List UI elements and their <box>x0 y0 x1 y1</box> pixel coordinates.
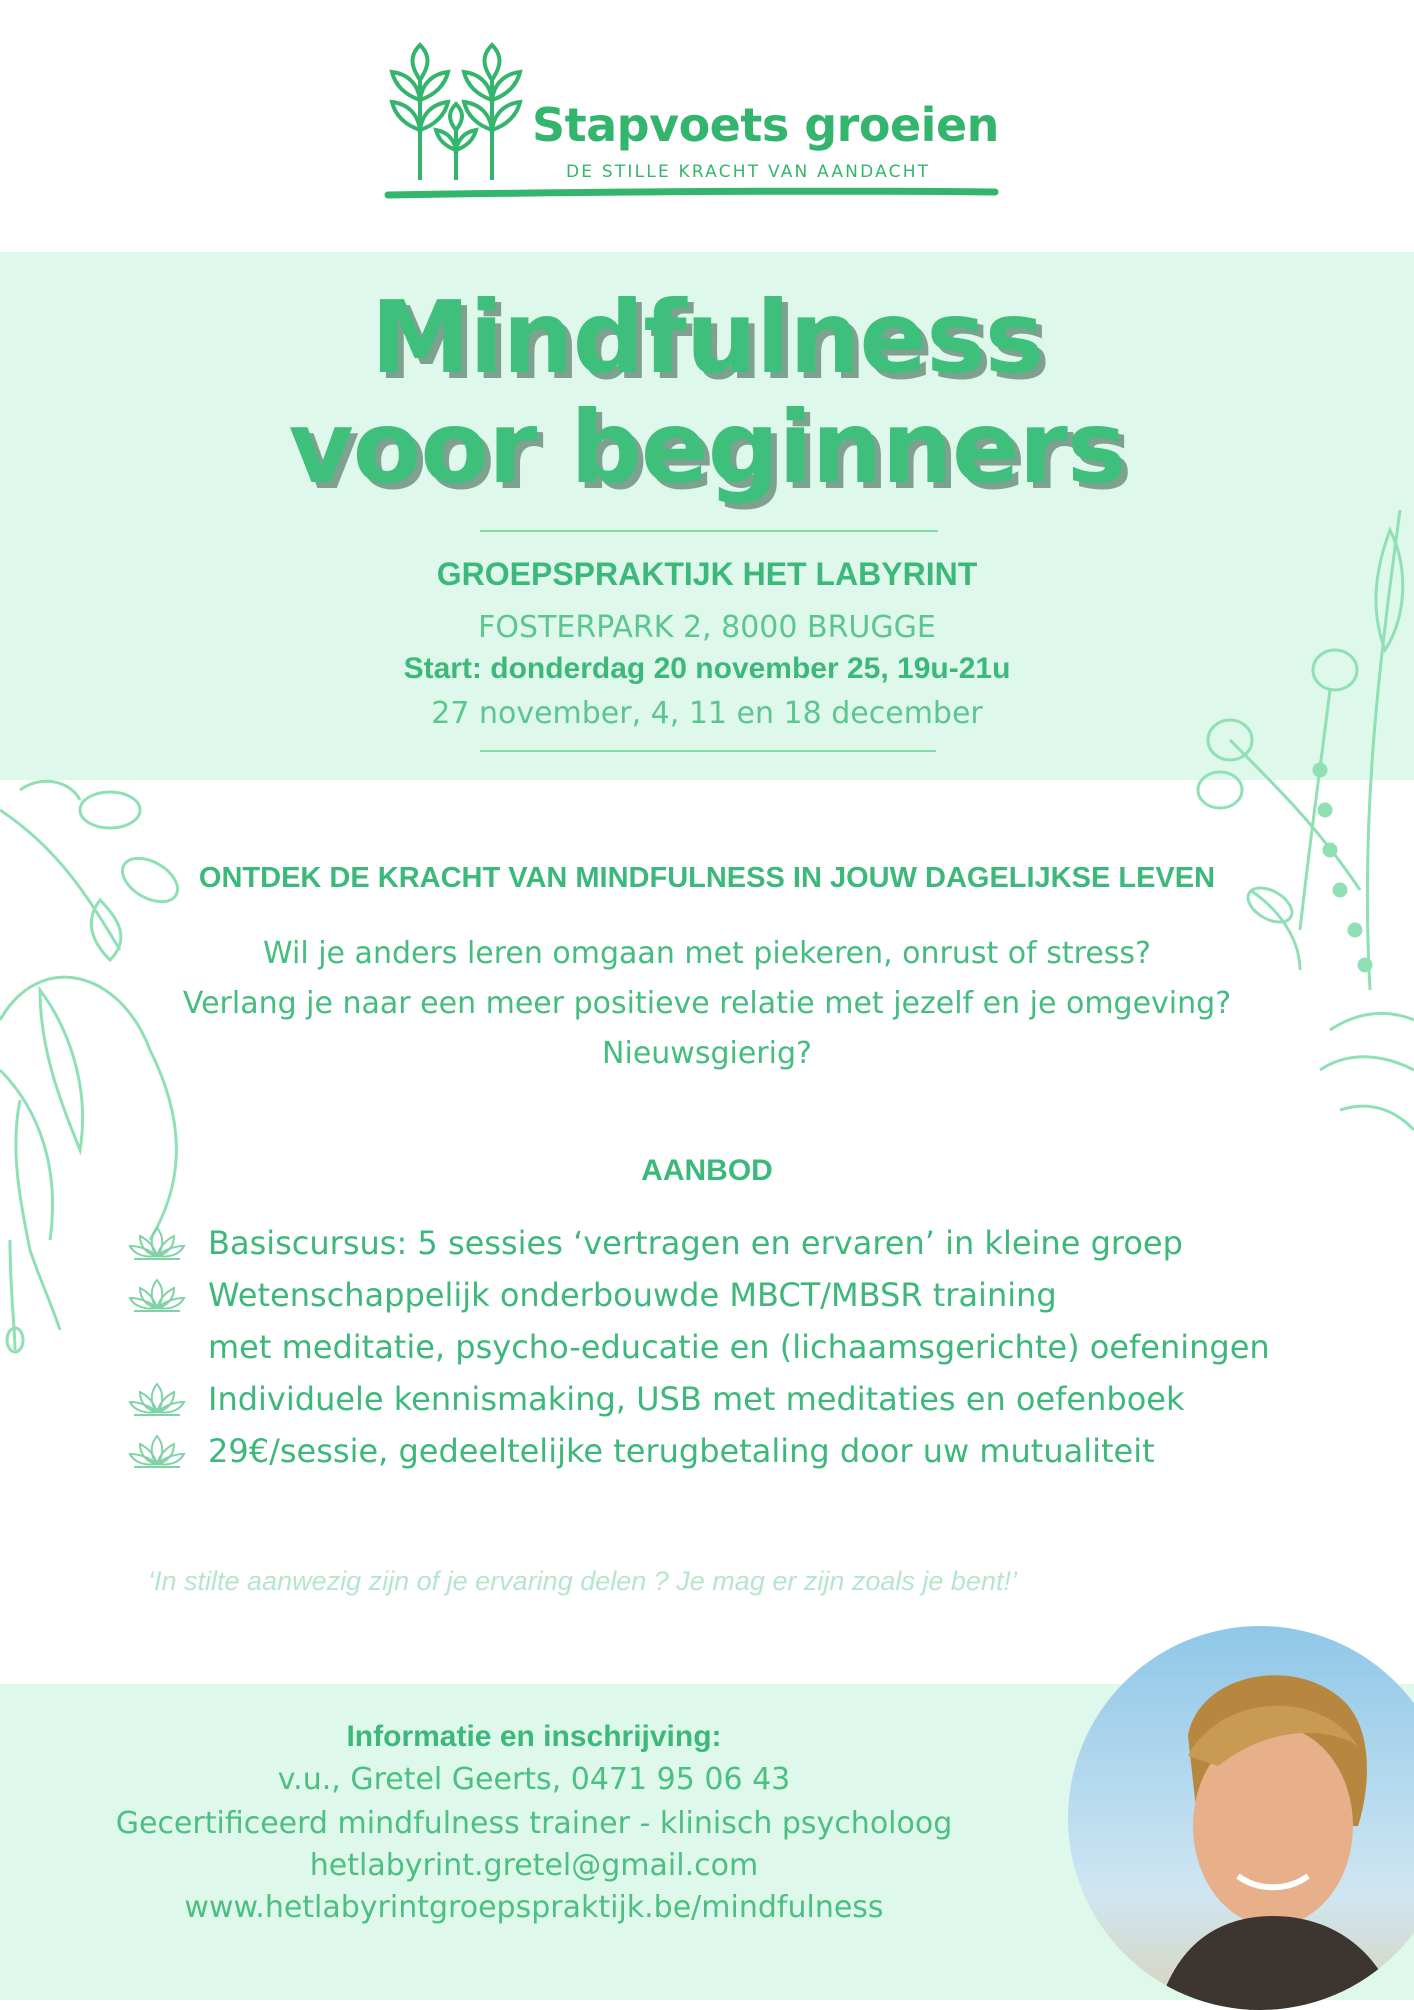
page-title-line-2: voor beginners <box>288 389 1126 506</box>
venue-name: GROEPSPRAKTIJK HET LABYRINT <box>436 556 978 592</box>
intro-line: Nieuwsgierig? <box>602 1036 812 1071</box>
lotus-icon <box>128 1380 186 1418</box>
contact-website[interactable]: www.hetlabyrintgroepspraktijk.be/mindfulness <box>184 1890 884 1925</box>
offer-item: Basiscursus: 5 sessies ‘vertragen en ervaren’ in kleine groep <box>208 1224 1183 1262</box>
venue-address: FOSTERPARK 2, 8000 BRUGGE <box>478 610 936 645</box>
lotus-icon <box>128 1224 186 1262</box>
offer-item-continuation: met meditatie, psycho-educatie en (lichaamsgerichte) oefeningen <box>208 1328 1270 1366</box>
intro-heading: ONTDEK DE KRACHT VAN MINDFULNESS IN JOUW DAGELIJKSE LEVEN <box>198 862 1216 894</box>
divider-top <box>480 530 938 532</box>
offer-item: Wetenschappelijk onderbouwde MBCT/MBSR training <box>208 1276 1057 1314</box>
start-date: Start: donderdag 20 november 25, 19u-21u <box>403 652 1011 685</box>
intro-line: Verlang je naar een meer positieve relatie met jezelf en je omgeving? <box>182 986 1232 1021</box>
offer-item: Individuele kennismaking, USB met meditaties en oefenboek <box>208 1380 1185 1418</box>
contact-role: Gecertificeerd mindfulness trainer - klinisch psycholoog <box>115 1806 953 1841</box>
divider-bottom <box>480 750 936 752</box>
lotus-icon <box>128 1276 186 1314</box>
intro-line: Wil je anders leren omgaan met piekeren, onrust of stress? <box>263 936 1151 971</box>
contact-person: v.u., Gretel Geerts, 0471 95 06 43 <box>277 1762 791 1797</box>
quote: ‘In stilte aanwezig zijn of je ervaring delen ? Je mag er zijn zoals je bent!’ <box>148 1566 1017 1596</box>
page-title-line-1: Mindfulness <box>370 279 1044 396</box>
session-dates: 27 november, 4, 11 en 18 december <box>431 696 983 731</box>
brand-name: Stapvoets groeien <box>532 98 999 152</box>
lotus-icon <box>128 1432 186 1470</box>
contact-heading: Informatie en inschrijving: <box>346 1720 722 1753</box>
contact-email[interactable]: hetlabyrint.gretel@gmail.com <box>309 1848 759 1883</box>
brand-tagline: DE STILLE KRACHT VAN AANDACHT <box>566 162 931 182</box>
offer-item: 29€/sessie, gedeeltelijke terugbetaling door uw mutualiteit <box>208 1432 1155 1470</box>
offer-heading: AANBOD <box>641 1154 773 1187</box>
